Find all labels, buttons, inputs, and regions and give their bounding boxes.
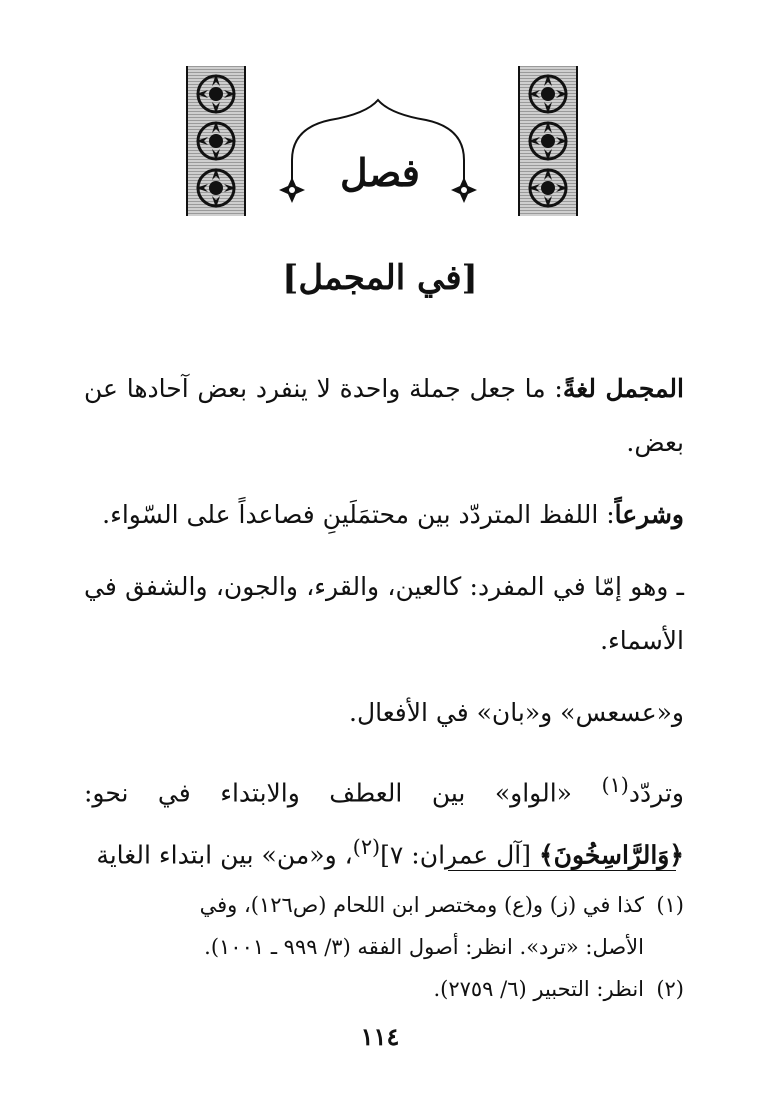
- term-label: المجمل لغةً: [562, 374, 684, 403]
- footnote-marker[interactable]: (١): [601, 773, 629, 797]
- page-number: ١١٤: [360, 1022, 400, 1051]
- quran-verse: ﴿وَالرَّاسِخُونَ﴾: [538, 840, 684, 870]
- paragraph-text: : اللفظ المتردّد بين محتمَلَينِ فصاعداً على السّواء.: [102, 500, 615, 529]
- paragraph-text: : ما جعل جملة واحدة لا ينفرد بعض آحادها عن بعض.: [84, 374, 684, 457]
- footnote-marker[interactable]: (٢): [352, 835, 381, 860]
- paragraph: [84, 686, 684, 740]
- section-title: [في المجمل]: [282, 258, 478, 298]
- flower-ornament-icon: [194, 166, 238, 210]
- ornament-right: [518, 66, 578, 216]
- flower-ornament-icon: [526, 119, 570, 163]
- flower-ornament-icon: [526, 166, 570, 210]
- paragraph-text: ـ وهو إمّا في المفرد: كالعين، والقرء، والجون، والشفق في الأسماء.: [84, 572, 684, 655]
- verse-reference: [آل عمران: ٧]: [380, 840, 539, 870]
- paragraph: [84, 560, 684, 668]
- ornament-left: [186, 66, 246, 216]
- footnotes: [84, 884, 684, 1010]
- paragraph-text: «الواو» بين العطف والابتداء في نحو:: [84, 778, 602, 808]
- flower-ornament-icon: [194, 119, 238, 163]
- footnote-text: انظر: التحبير (٦/ ٢٧٥٩).: [433, 977, 644, 1001]
- paragraph-text: و«عسعس» و«بان» في الأفعال.: [349, 698, 684, 727]
- flower-ornament-icon: [194, 72, 238, 116]
- footnote: [84, 968, 684, 1010]
- paragraph: [84, 488, 684, 542]
- body-text: [84, 362, 684, 901]
- footnote-continuation: الأصل: «ترد». انظر: أصول الفقه (٣/ ٩٩٩ ـ ١٠٠١).: [204, 935, 644, 959]
- footnote-divider: [448, 870, 676, 871]
- paragraph: [84, 362, 684, 470]
- term-label: وشرعاً: [614, 500, 684, 529]
- paragraph: [84, 758, 684, 883]
- footnote: [84, 884, 684, 926]
- flower-ornament-icon: [526, 72, 570, 116]
- chapter-heading: فصل: [340, 150, 420, 195]
- footnote-number: (٢): [656, 977, 684, 1001]
- footnote-number: (١): [656, 893, 684, 917]
- footnote-text: كذا في (ز) و(ع) ومختصر ابن اللحام (ص١٢٦)، وفي: [199, 893, 644, 917]
- paragraph-text: ، و«من» بين ابتداء الغاية: [96, 840, 353, 870]
- paragraph-text: وتردّد: [628, 778, 684, 808]
